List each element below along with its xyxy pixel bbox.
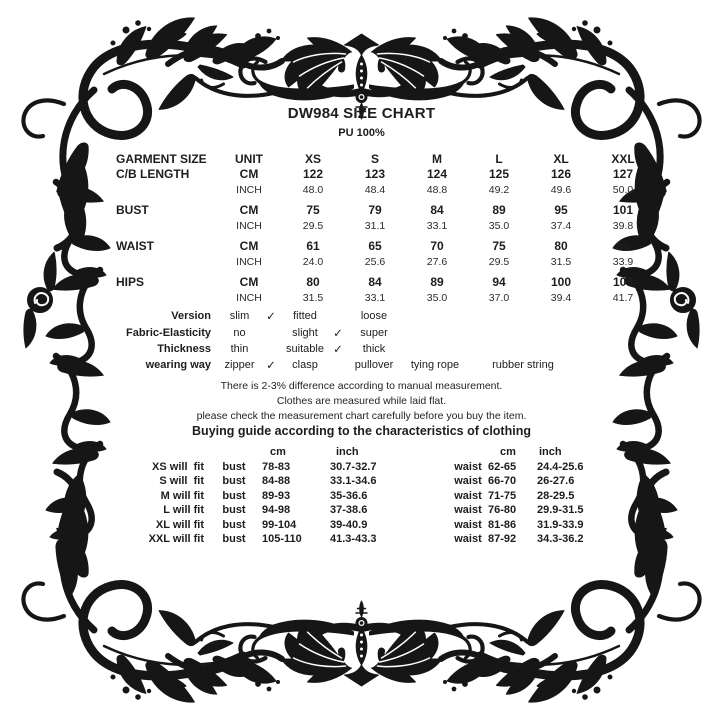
attribute-option: slim [229, 310, 250, 323]
bust-label: bust [222, 460, 246, 473]
attribute-option: loose [360, 310, 388, 323]
bust-inch-range: 33.1-34.6 [330, 475, 377, 488]
size-value: 49.6 [550, 183, 572, 196]
bust-cm-range: 84-88 [262, 475, 291, 488]
table-row-bust-inch [116, 218, 654, 234]
waist-cm-range: 66-70 [488, 475, 517, 488]
size-value: 48.8 [426, 183, 448, 196]
attribute-option: tying rope [410, 359, 460, 372]
attribute-option: thin [230, 342, 249, 355]
size-value: 48.4 [364, 183, 386, 196]
size-value: 61 [306, 239, 320, 254]
size-value: 35.0 [426, 291, 448, 304]
buying-guide-heading: Buying guide according to the characteristics of clothing [192, 424, 531, 438]
unit-cell: INCH [236, 219, 262, 232]
attribute-option: clasp [292, 359, 318, 372]
size-value: 70 [430, 239, 444, 254]
waist-inch-range: 29.9-31.5 [537, 504, 584, 517]
bust-label: bust [222, 533, 246, 546]
buying-guide-row-m [136, 489, 625, 504]
attribute-option: pullover [354, 359, 394, 372]
size-value: 33.1 [364, 291, 386, 304]
size-value: 80 [554, 239, 568, 254]
size-value: 29.5 [488, 255, 510, 268]
size-value: 31.1 [364, 219, 386, 232]
table-row-cb-length-cm [116, 167, 654, 183]
attribute-row-elasticity [120, 324, 578, 340]
size-value: 37.4 [550, 219, 572, 232]
size-value: 48.0 [302, 183, 324, 196]
bust-label: bust [222, 489, 246, 502]
attribute-option: no [233, 326, 246, 339]
bust-cm-range: 99-104 [262, 518, 297, 531]
attribute-label: Fabric-Elasticity [126, 326, 211, 339]
size-value: 89 [430, 275, 444, 290]
attribute-label: Version [171, 310, 211, 323]
waist-cm-range: 87-92 [488, 533, 517, 546]
waist-cm-range: 62-65 [488, 460, 517, 473]
waist-inch-range: 28-29.5 [537, 489, 575, 502]
fabric-subtitle: PU 100% [338, 127, 385, 139]
buying-guide-row-l [136, 503, 625, 518]
size-value: 49.2 [488, 183, 510, 196]
size-value: 122 [302, 167, 324, 182]
measurement-label: HIPS [116, 275, 145, 290]
size-value: 33.1 [426, 219, 448, 232]
size-value: 27.6 [426, 255, 448, 268]
size-value: 94 [492, 275, 506, 290]
waist-inch-range: 26-27.6 [537, 475, 575, 488]
attribute-option: rubber string [492, 359, 554, 372]
size-header: L [495, 151, 503, 166]
table-row-waist-cm [116, 239, 654, 255]
buying-guide-row-xxl [136, 532, 625, 547]
size-value: 31.5 [302, 291, 324, 304]
size-header: M [432, 151, 442, 166]
table-row-cb-length-inch [116, 182, 654, 198]
measurement-label: BUST [116, 203, 149, 218]
attribute-option: fitted [293, 310, 317, 323]
size-value: 39.4 [550, 291, 572, 304]
size-value: 29.5 [302, 219, 324, 232]
note-line: Clothes are measured while laid flat. [276, 395, 447, 408]
size-value: 101 [612, 203, 634, 218]
attribute-label: Thickness [157, 342, 211, 355]
waist-cm-range: 76-80 [488, 504, 517, 517]
measurement-notes [0, 379, 723, 425]
unit-cell: INCH [236, 255, 262, 268]
inch-header: inch [539, 446, 562, 459]
waist-cm-range: 71-75 [488, 489, 517, 502]
check-icon: ✓ [266, 360, 276, 373]
check-icon: ✓ [333, 327, 343, 340]
inch-header: inch [336, 446, 359, 459]
bust-inch-range: 35-36.6 [330, 489, 368, 502]
size-value: 75 [492, 239, 506, 254]
bust-inch-range: 37-38.6 [330, 504, 368, 517]
measurement-label: WAIST [116, 239, 154, 254]
attribute-row-version [120, 308, 578, 324]
fit-label: L will fit [163, 504, 204, 517]
unit-cell: INCH [236, 291, 262, 304]
waist-inch-range: 31.9-33.9 [537, 518, 584, 531]
size-value: 41.7 [612, 291, 634, 304]
bust-label: bust [222, 475, 246, 488]
size-value: 75 [306, 203, 320, 218]
size-value: 65 [368, 239, 382, 254]
buying-guide-table [136, 445, 625, 547]
fit-label: XXL will fit [148, 533, 204, 546]
size-value: 50.0 [612, 183, 634, 196]
size-value: 31.5 [550, 255, 572, 268]
attribute-option: zipper [224, 359, 255, 372]
size-value: 106 [612, 275, 634, 290]
cm-header: cm [500, 446, 516, 459]
waist-label: waist [454, 518, 482, 531]
waist-label: waist [454, 475, 482, 488]
attribute-option: super [360, 326, 388, 339]
size-table [116, 151, 654, 306]
table-row-waist-inch [116, 254, 654, 270]
attributes-section [120, 308, 578, 374]
size-value: 124 [426, 167, 448, 182]
waist-inch-range: 24.4-25.6 [537, 460, 584, 473]
size-value: 24.0 [302, 255, 324, 268]
bust-inch-range: 39-40.9 [330, 518, 368, 531]
bust-cm-range: 94-98 [262, 504, 291, 517]
size-value: 37.0 [488, 291, 510, 304]
size-value: 127 [612, 167, 634, 182]
size-value: 123 [364, 167, 386, 182]
size-header: XXL [611, 151, 635, 166]
size-value: 95 [554, 203, 568, 218]
attribute-row-wearing-way [120, 357, 578, 373]
attribute-option: slight [292, 326, 318, 339]
attribute-option: suitable [286, 342, 324, 355]
unit-cell: CM [239, 203, 259, 218]
check-icon: ✓ [266, 311, 276, 324]
check-icon: ✓ [333, 343, 343, 356]
bust-inch-range: 30.7-32.7 [330, 460, 377, 473]
size-value: 25.6 [364, 255, 386, 268]
size-value: 35.0 [488, 219, 510, 232]
size-value: 80 [306, 275, 320, 290]
cm-header: cm [270, 446, 286, 459]
bust-cm-range: 78-83 [262, 460, 291, 473]
bust-cm-range: 89-93 [262, 489, 291, 502]
size-value: 89 [492, 203, 506, 218]
fit-label: M will fit [160, 489, 204, 502]
garment-size-header: GARMENT SIZE [116, 151, 207, 166]
page-title: DW984 SIZE CHART [287, 105, 436, 122]
size-header: XS [304, 151, 321, 166]
waist-cm-range: 81-86 [488, 518, 517, 531]
size-value: 39.8 [612, 219, 634, 232]
attribute-row-thickness [120, 341, 578, 357]
buying-guide-row-xs [136, 460, 625, 475]
fit-label: XS will fit [152, 460, 204, 473]
fit-label: XL will fit [155, 518, 204, 531]
size-value: 100 [550, 275, 572, 290]
size-value: 33.9 [612, 255, 634, 268]
unit-cell: CM [239, 275, 259, 290]
waist-label: waist [454, 460, 482, 473]
waist-label: waist [454, 489, 482, 502]
note-line: please check the measurement chart carefully before you buy the item. [196, 410, 527, 423]
table-row-hips-cm [116, 275, 654, 291]
unit-cell: INCH [236, 183, 262, 196]
unit-header: UNIT [235, 151, 263, 166]
size-value: 84 [368, 275, 382, 290]
size-value: 126 [550, 167, 572, 182]
bust-inch-range: 41.3-43.3 [330, 533, 377, 546]
buying-guide-row-s [136, 474, 625, 489]
size-value: 79 [368, 203, 382, 218]
size-header: XL [553, 151, 569, 166]
waist-label: waist [454, 533, 482, 546]
measurement-label: C/B LENGTH [116, 167, 190, 182]
size-header: S [370, 151, 379, 166]
size-table-header-row [116, 151, 654, 167]
attribute-label: wearing way [145, 359, 211, 372]
buying-guide-header-row [136, 445, 625, 460]
size-value: 125 [488, 167, 510, 182]
attribute-option: thick [362, 342, 386, 355]
fit-label: S will fit [159, 475, 204, 488]
waist-inch-range: 34.3-36.2 [537, 533, 584, 546]
size-value: 86 [616, 239, 630, 254]
unit-cell: CM [239, 167, 259, 182]
bust-label: bust [222, 504, 246, 517]
unit-cell: CM [239, 239, 259, 254]
bust-label: bust [222, 518, 246, 531]
note-line: There is 2-3% difference according to manual measurement. [220, 380, 503, 392]
bust-cm-range: 105-110 [262, 533, 302, 546]
buying-guide-row-xl [136, 518, 625, 533]
table-row-bust-cm [116, 203, 654, 219]
table-row-hips-inch [116, 290, 654, 306]
size-value: 84 [430, 203, 444, 218]
waist-label: waist [454, 504, 482, 517]
